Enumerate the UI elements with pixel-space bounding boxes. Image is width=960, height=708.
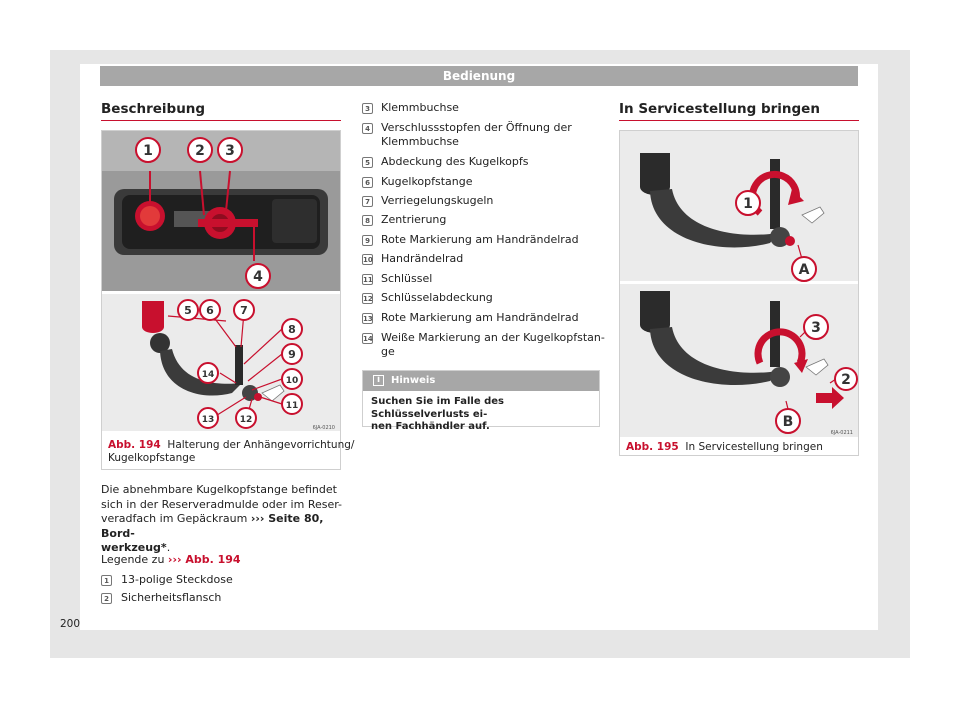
figure-194-caption-text: Halterung der Anhängevorrichtung/ bbox=[167, 439, 355, 451]
legend-item: Klemmbuchse bbox=[381, 101, 459, 114]
svg-text:5: 5 bbox=[184, 304, 192, 317]
intro-line-3: veradfach im Gepäckraum bbox=[101, 512, 251, 525]
legend-item: Zentrierung bbox=[381, 213, 447, 226]
callout-3 bbox=[804, 315, 828, 339]
section-rule bbox=[619, 120, 859, 121]
svg-text:10: 10 bbox=[285, 376, 299, 386]
svg-text:8: 8 bbox=[288, 323, 296, 336]
legend-number-badge: 1 bbox=[101, 575, 112, 586]
callout-10 bbox=[282, 369, 302, 389]
legend-item-line-1: Weiße Markierung an der Kugelkopfstan- bbox=[381, 331, 605, 344]
svg-text:1: 1 bbox=[143, 143, 153, 159]
callout-11 bbox=[282, 394, 302, 414]
legend-item bbox=[381, 331, 605, 359]
legend-item: Abdeckung des Kugelkopfs bbox=[381, 155, 529, 168]
legend-item: Sicherheitsflansch bbox=[121, 591, 222, 604]
legend-item: Rote Markierung am Handrändelrad bbox=[381, 311, 579, 324]
figure-194-caption bbox=[108, 439, 354, 465]
image-code: 6JA-0210 bbox=[312, 425, 335, 431]
legend-number-badge: 2 bbox=[101, 593, 112, 604]
section-rule bbox=[101, 120, 341, 121]
svg-text:1: 1 bbox=[743, 196, 753, 212]
legend-item-line-2: ge bbox=[381, 345, 395, 358]
legend-number-badge: 11 bbox=[363, 276, 373, 284]
figure-194 bbox=[101, 130, 341, 470]
link-bordwerkzeug[interactable]: werkzeug* bbox=[101, 541, 167, 554]
legend-number-badge: 14 bbox=[363, 335, 373, 343]
legend-number-badge: 7 bbox=[362, 196, 373, 207]
figure-195-illustration bbox=[620, 131, 858, 437]
legend-number-badge: 10 bbox=[363, 256, 373, 264]
svg-text:9: 9 bbox=[288, 348, 296, 361]
hinweis-title: Hinweis bbox=[391, 375, 436, 386]
callout-12 bbox=[236, 408, 256, 428]
svg-text:3: 3 bbox=[225, 143, 235, 159]
section-title-beschreibung: Beschreibung bbox=[101, 101, 206, 117]
callout-3 bbox=[218, 138, 242, 162]
section-title-servicestellung: In Servicestellung bringen bbox=[619, 101, 820, 117]
intro-paragraph bbox=[101, 483, 346, 556]
callout-5 bbox=[178, 300, 198, 320]
figure-195-caption bbox=[626, 441, 823, 454]
image-code: 6JA-0211 bbox=[830, 430, 853, 436]
header-title: Bedienung bbox=[442, 69, 516, 83]
figure-195 bbox=[619, 130, 859, 456]
callout-4 bbox=[246, 264, 270, 288]
legend-label-text: Legende zu bbox=[101, 553, 168, 566]
legend-number-badge: 12 bbox=[363, 295, 373, 303]
legend-item: 13-polige Steckdose bbox=[121, 573, 233, 586]
figure-195-label: Abb. 195 bbox=[626, 441, 679, 453]
svg-text:12: 12 bbox=[239, 415, 253, 425]
svg-text:7: 7 bbox=[240, 304, 248, 317]
header-bar bbox=[100, 66, 858, 86]
hinweis-box bbox=[362, 370, 600, 432]
callout-14 bbox=[198, 363, 218, 383]
figure-194-illustration bbox=[102, 131, 340, 431]
svg-text:11: 11 bbox=[285, 401, 299, 411]
legend-number-badge: 9 bbox=[362, 235, 373, 246]
info-icon: i bbox=[373, 375, 384, 386]
legend-item: Rote Markierung am Handrändelrad bbox=[381, 233, 579, 246]
legend-item: Verriegelungskugeln bbox=[381, 194, 494, 207]
callout-13 bbox=[198, 408, 218, 428]
svg-text:6: 6 bbox=[206, 304, 214, 317]
hinweis-header bbox=[363, 371, 599, 391]
legend-item bbox=[381, 121, 572, 149]
svg-text:3: 3 bbox=[811, 320, 821, 336]
callout-1 bbox=[736, 191, 760, 215]
intro-line-1: Die abnehmbare Kugelkopfstange befindet bbox=[101, 483, 337, 496]
callout-2 bbox=[835, 368, 857, 390]
callout-7 bbox=[234, 300, 254, 320]
intro-line-2: sich in der Reserveradmulde oder im Reser- bbox=[101, 497, 343, 511]
legend-number-badge: 6 bbox=[362, 177, 373, 188]
svg-text:13: 13 bbox=[201, 415, 215, 425]
legend-number-badge: 3 bbox=[362, 103, 373, 114]
callout-9 bbox=[282, 344, 302, 364]
link-seite-80[interactable]: ››› Seite 80, Bord- bbox=[101, 512, 324, 540]
svg-text:A: A bbox=[798, 262, 810, 278]
legend-item: Schlüsselabdeckung bbox=[381, 291, 493, 304]
legend-item: Handrändelrad bbox=[381, 252, 464, 265]
figure-194-caption-text2: Kugelkopfstange bbox=[108, 452, 196, 464]
legend-item: Kugelkopfstange bbox=[381, 175, 473, 188]
callout-B bbox=[776, 409, 800, 433]
legend-item-line-2: Klemmbuchse bbox=[381, 135, 459, 148]
svg-text:B: B bbox=[782, 414, 794, 430]
figure-194-label: Abb. 194 bbox=[108, 439, 161, 451]
hinweis-text bbox=[363, 391, 599, 439]
callout-1 bbox=[136, 138, 160, 162]
legend-number-badge: 4 bbox=[362, 123, 373, 134]
legend-item-line-1: Verschlussstopfen der Öffnung der bbox=[381, 121, 572, 134]
svg-text:4: 4 bbox=[253, 269, 263, 285]
intro-line-4-end: . bbox=[166, 541, 171, 554]
callout-A bbox=[792, 257, 816, 281]
svg-text:2: 2 bbox=[195, 143, 205, 159]
legend-label bbox=[101, 553, 241, 568]
figure-195-caption-text: In Servicestellung bringen bbox=[685, 441, 823, 453]
callout-2 bbox=[188, 138, 212, 162]
legend-item: Schlüssel bbox=[381, 272, 433, 285]
hinweis-text-line-2: nen Fachhändler auf. bbox=[371, 421, 490, 432]
callout-8 bbox=[282, 319, 302, 339]
legend-number-badge: 5 bbox=[362, 157, 373, 168]
page-number: 200 bbox=[60, 618, 81, 630]
legend-number-badge: 13 bbox=[363, 315, 373, 323]
legend-number-badge: 8 bbox=[362, 215, 373, 226]
hinweis-text-line-1: Suchen Sie im Falle des Schlüsselverlusts ei- bbox=[371, 396, 504, 420]
callout-6 bbox=[200, 300, 220, 320]
svg-text:2: 2 bbox=[841, 372, 851, 388]
link-abb-194[interactable]: ››› Abb. 194 bbox=[167, 553, 241, 566]
svg-text:14: 14 bbox=[201, 370, 215, 380]
